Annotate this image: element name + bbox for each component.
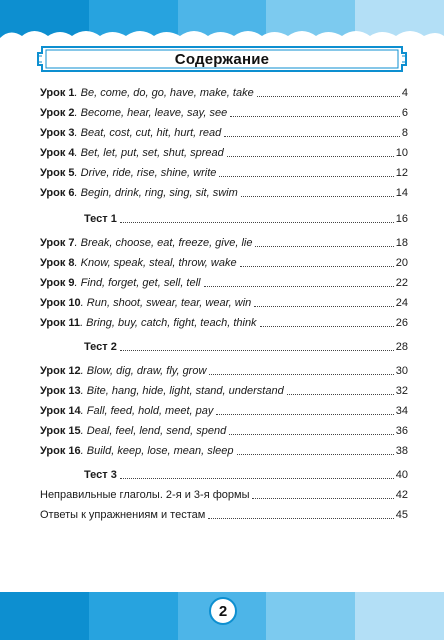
toc-entry-label: Урок 1	[40, 87, 75, 99]
dot-leader	[204, 286, 394, 287]
toc-entry	[40, 102, 408, 120]
dot-leader	[254, 306, 393, 307]
band-stripe	[355, 592, 444, 640]
toc-entry-page: 32	[395, 385, 408, 397]
toc-entry-page: 40	[395, 469, 408, 481]
toc-entry-label: Урок 4	[40, 147, 75, 159]
toc-entry-topic: . Fall, feed, hold, meet, pay	[80, 405, 214, 417]
toc-entry-label: Тест 2	[84, 341, 117, 353]
dot-leader	[227, 156, 394, 157]
title-banner	[36, 44, 408, 74]
dot-leader	[209, 374, 393, 375]
dot-leader	[252, 498, 393, 499]
toc-entry-topic: . Be, come, do, go, have, make, take	[74, 87, 254, 99]
toc-entry-page: 34	[395, 405, 408, 417]
toc-entry-label: Урок 14	[40, 405, 81, 417]
dot-leader	[120, 222, 394, 223]
toc-entry	[40, 312, 408, 330]
toc-entry	[40, 484, 408, 502]
toc-entry	[40, 82, 408, 100]
toc-entry-topic: . Become, hear, leave, say, see	[74, 107, 228, 119]
toc-entry	[40, 420, 408, 438]
dot-leader	[208, 518, 393, 519]
toc-entry-label: Урок 10	[40, 297, 81, 309]
toc-entry-page: 12	[395, 167, 408, 179]
toc-entry-topic: . Deal, feel, lend, send, spend	[80, 425, 227, 437]
dot-leader	[237, 454, 394, 455]
dot-leader	[229, 434, 394, 435]
toc-entry-topic: . Bet, let, put, set, shut, spread	[74, 147, 224, 159]
toc-entry-label: Урок 13	[40, 385, 81, 397]
toc-entry-label: Тест 3	[84, 469, 117, 481]
toc-entry-page: 26	[395, 317, 408, 329]
toc-entry-page: 16	[395, 213, 408, 225]
toc-entry-page: 30	[395, 365, 408, 377]
toc-entry	[40, 182, 408, 200]
band-stripe	[0, 592, 89, 640]
toc-entry	[40, 162, 408, 180]
toc-entry	[40, 336, 408, 354]
dot-leader	[230, 116, 400, 117]
toc-entry-topic: . Run, shoot, swear, tear, wear, win	[80, 297, 252, 309]
dot-leader	[255, 246, 393, 247]
toc-entry-page: 8	[401, 127, 408, 139]
toc-entry	[40, 232, 408, 250]
toc-entry-page: 18	[395, 237, 408, 249]
toc-entry-label: Урок 3	[40, 127, 75, 139]
toc-entry-topic: . Drive, ride, rise, shine, write	[74, 167, 217, 179]
toc-entry-label: Урок 11	[40, 317, 81, 329]
toc-entry-topic: . Find, forget, get, sell, tell	[74, 277, 201, 289]
toc-entry	[40, 464, 408, 482]
toc-entry-page: 28	[395, 341, 408, 353]
toc-entry-label: Урок 12	[40, 365, 81, 377]
dot-leader	[224, 136, 400, 137]
page-title: Содержание	[174, 50, 270, 68]
toc-entry	[40, 252, 408, 270]
toc-entry-page: 4	[401, 87, 408, 99]
toc-entry	[40, 504, 408, 522]
toc-entry-label: Тест 1	[84, 213, 117, 225]
toc-entry	[40, 122, 408, 140]
toc-entry-label: Урок 5	[40, 167, 75, 179]
toc-entry-page: 42	[395, 489, 408, 501]
toc-entry-page: 36	[395, 425, 408, 437]
toc-entry-page: 14	[395, 187, 408, 199]
toc-entry	[40, 208, 408, 226]
dot-leader	[240, 266, 394, 267]
toc-entry-page: 45	[395, 509, 408, 521]
toc-entry-title: Неправильные глаголы. 2-я и 3-я формы	[40, 489, 250, 501]
toc-entry-label: Урок 2	[40, 107, 75, 119]
toc-entry-page: 10	[395, 147, 408, 159]
dot-leader	[120, 350, 394, 351]
toc-entry-topic: . Beat, cost, cut, hit, hurt, read	[74, 127, 222, 139]
toc-entry-topic: . Break, choose, eat, freeze, give, lie	[74, 237, 253, 249]
toc-entry-topic: . Know, speak, steal, throw, wake	[74, 257, 237, 269]
toc-entry-page: 6	[401, 107, 408, 119]
dot-leader	[260, 326, 394, 327]
toc-entry-page: 20	[395, 257, 408, 269]
toc-entry	[40, 380, 408, 398]
toc-entry-label: Урок 7	[40, 237, 75, 249]
toc-entry	[40, 292, 408, 310]
toc-entry-topic: . Blow, dig, draw, fly, grow	[80, 365, 207, 377]
band-stripe	[266, 592, 355, 640]
toc-entry-page: 24	[395, 297, 408, 309]
toc-entry-label: Урок 6	[40, 187, 75, 199]
toc-entry-topic: . Build, keep, lose, mean, sleep	[80, 445, 234, 457]
toc-entry-label: Урок 9	[40, 277, 75, 289]
dot-leader	[120, 478, 394, 479]
dot-leader	[287, 394, 394, 395]
dot-leader	[241, 196, 394, 197]
toc-entry-label: Урок 16	[40, 445, 81, 457]
toc-entry-topic: . Begin, drink, ring, sing, sit, swim	[74, 187, 238, 199]
toc-entry	[40, 272, 408, 290]
toc-entry-label: Урок 15	[40, 425, 81, 437]
toc-entry-topic: . Bite, hang, hide, light, stand, understand	[80, 385, 284, 397]
toc-entry-title: Ответы к упражнениям и тестам	[40, 509, 206, 521]
toc-entry	[40, 142, 408, 160]
page-number-badge: 2	[209, 597, 237, 625]
toc-entry	[40, 440, 408, 458]
toc-entry	[40, 360, 408, 378]
dot-leader	[219, 176, 393, 177]
band-stripe	[89, 592, 178, 640]
dot-leader	[216, 414, 393, 415]
dot-leader	[257, 96, 400, 97]
toc-entry-page: 22	[395, 277, 408, 289]
toc-entry-topic: . Bring, buy, catch, fight, teach, think	[80, 317, 257, 329]
toc-entry-page: 38	[395, 445, 408, 457]
toc-entry	[40, 400, 408, 418]
toc-entry-label: Урок 8	[40, 257, 75, 269]
